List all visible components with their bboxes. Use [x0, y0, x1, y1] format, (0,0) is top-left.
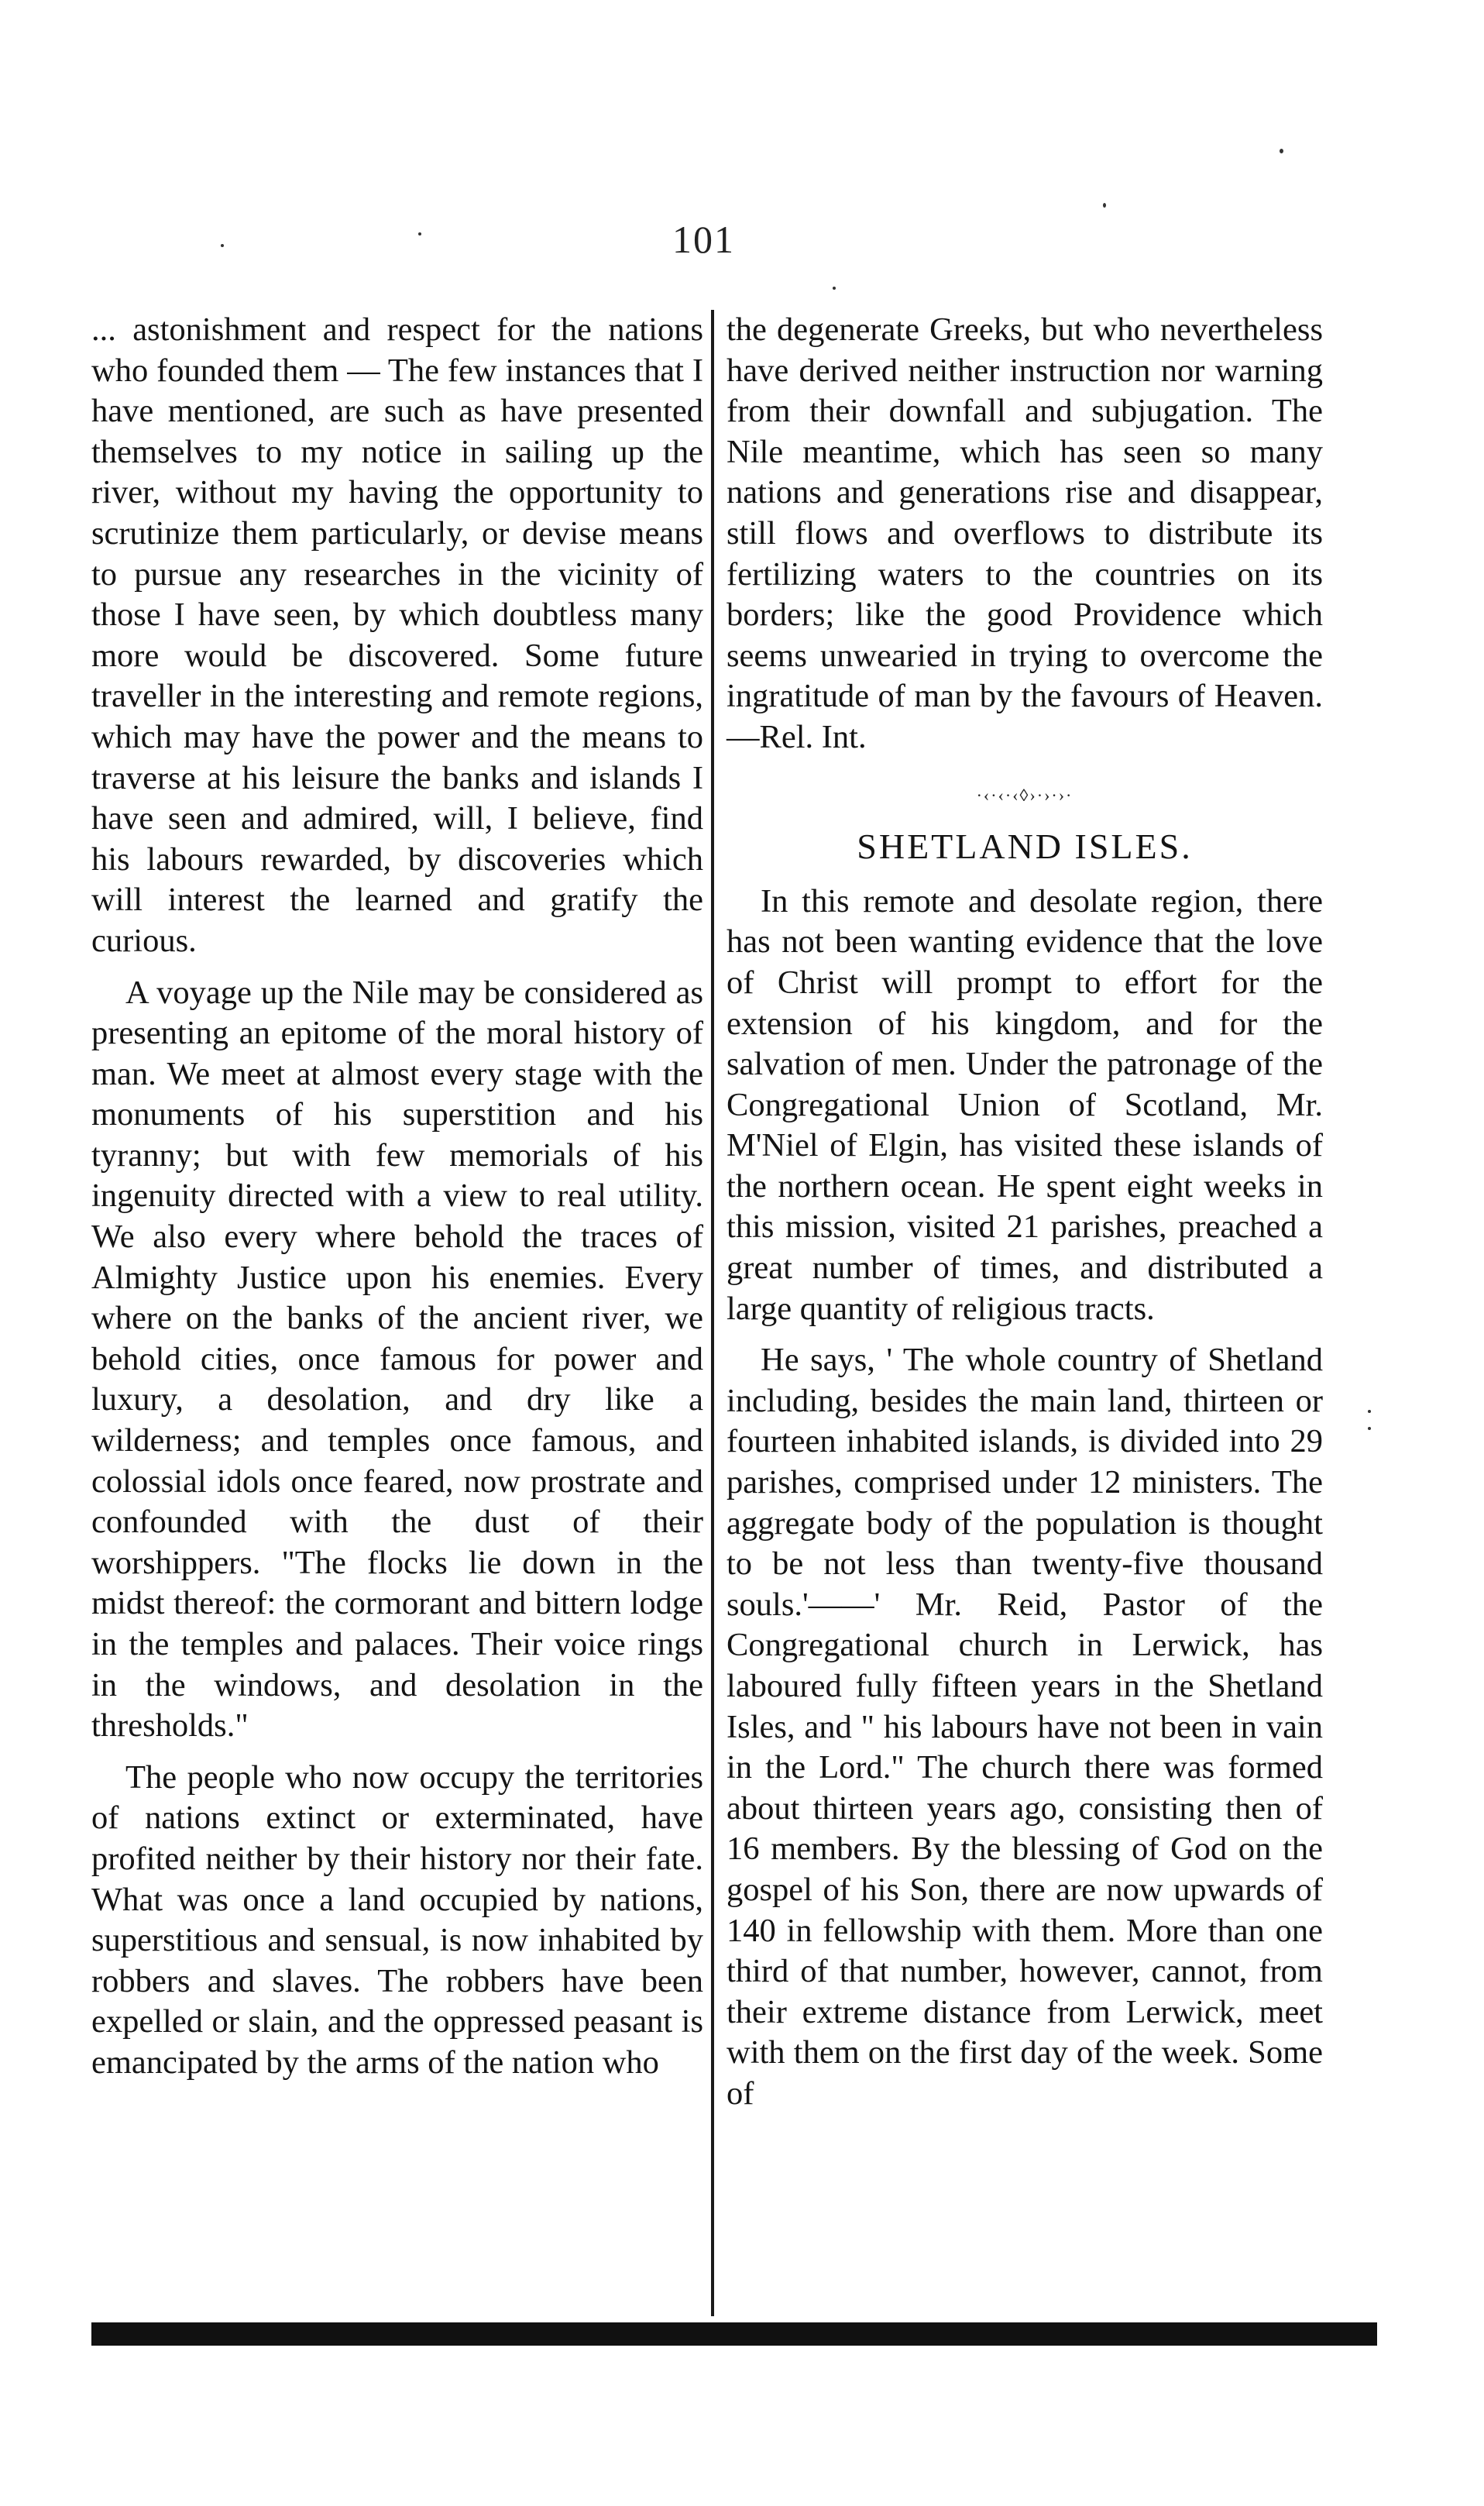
scan-speck: [1103, 203, 1106, 208]
scan-speck: [833, 287, 836, 290]
right-continuation-paragraph: the degenerate Greeks, but who nevertheless have derived neither instruction nor warning from their downfall and subjugation. The Nile meantime, which has seen so many nations and generations rise and disappear, still flows and overflows to distribute its fertilizing waters to the countries on its borders; like the good Providence which seems unwearied in trying to overcome the ingratitude of man by the favours of Heaven.—Rel. Int.: [727, 311, 1323, 755]
page-number: 101: [672, 218, 735, 261]
left-column: [91, 310, 703, 2084]
section-ornament: ·‹·‹·‹◊›·›·›·: [976, 785, 1073, 805]
scan-speck: [221, 244, 224, 247]
right-paragraph-1: In this remote and desolate region, there has not been wanting evidence that the love of Christ will prompt to effort for the extension of his kingdom, and for the salvation of men. Under the patronage of the Congregational Union of Scotland, Mr. M'Niel of Elgin, has visited these islands of the northern ocean. He spent eight weeks in this mission, visited 21 parishes, preached a great number of times, and distributed a large quantity of religious tracts.: [727, 882, 1323, 1327]
scan-speck: [1368, 1427, 1371, 1430]
paragraph-gap: [91, 1747, 703, 1758]
column-divider: [711, 310, 714, 2316]
section-heading: SHETLAND ISLES.: [857, 827, 1193, 867]
scan-speck: [1280, 149, 1283, 153]
scan-bottom-edge: [91, 2322, 1377, 2346]
scan-speck: [418, 232, 421, 235]
left-paragraph-3: The people who now occupy the territories of nations extinct or exterminated, have profited neither by their history nor their fate. What was once a land occupied by nations, superstitious and sensual, is now inhabited by robbers and slaves. The robbers have been expelled or slain, and the oppressed peasant is emancipated by the arms of the nation who: [91, 1758, 703, 2081]
left-paragraph-2: A voyage up the Nile may be considered as presenting an epitome of the moral history of man. We meet at almost every stage with the monuments of his superstition and his tyranny; but with few memorials of his ingenuity directed with a view to real utility. We also every where behold the traces of Almighty Justice upon his enemies. Every where on the banks of the ancient river, we behold cities, once famous for power and luxury, a desolation, and dry like a wilderness; and temples once famous, and colossial idols once feared, now prostrate and confounded with the dust of their worshippers. "The flocks lie down in the midst thereof: the cormorant and bittern lodge in the temples and palaces. Their voice rings in the windows, and desolation in the thresholds.": [91, 974, 703, 1745]
right-column: [727, 310, 1323, 2115]
scan-speck: [1368, 1410, 1371, 1413]
right-paragraph-2: He says, ' The whole country of Shetland including, besides the main land, thirteen or fourteen inhabited islands, is divided into 29 parishes, comprised under 12 ministers. The aggregate body of the population is thought to be not less than twenty-five thousand souls.'——' Mr. Reid, Pastor of the Congregational church in Lerwick, has laboured fully fifteen years in the Shetland Isles, and " his labours have not been in vain in the Lord." The church there was formed about thirteen years ago, consisting then of 16 members. By the blessing of God on the gospel of his Son, there are now upwards of 140 in fellowship with them. More than one third of that number, however, cannot, from their extreme distance from Lerwick, meet with them on the first day of the week. Some of: [727, 1342, 1323, 2112]
paragraph-gap: [727, 1329, 1323, 1340]
left-paragraph-1: ... astonishment and respect for the nations who founded them — The few instances that I have mentioned, are such as have presented themselves to my notice in sailing up the river, without my having the opportunity to scrutinize them particularly, or devise means to pursue any researches in the vicinity of those I have seen, by which doubtless many more would be discovered. Some future traveller in the interesting and remote regions, which may have the power and the means to traverse at his leisure the banks and islands I have seen and admired, will, I believe, find his labours rewarded, by discoveries which will interest the learned and gratify the curious.: [91, 311, 703, 959]
paragraph-gap: [91, 962, 703, 973]
